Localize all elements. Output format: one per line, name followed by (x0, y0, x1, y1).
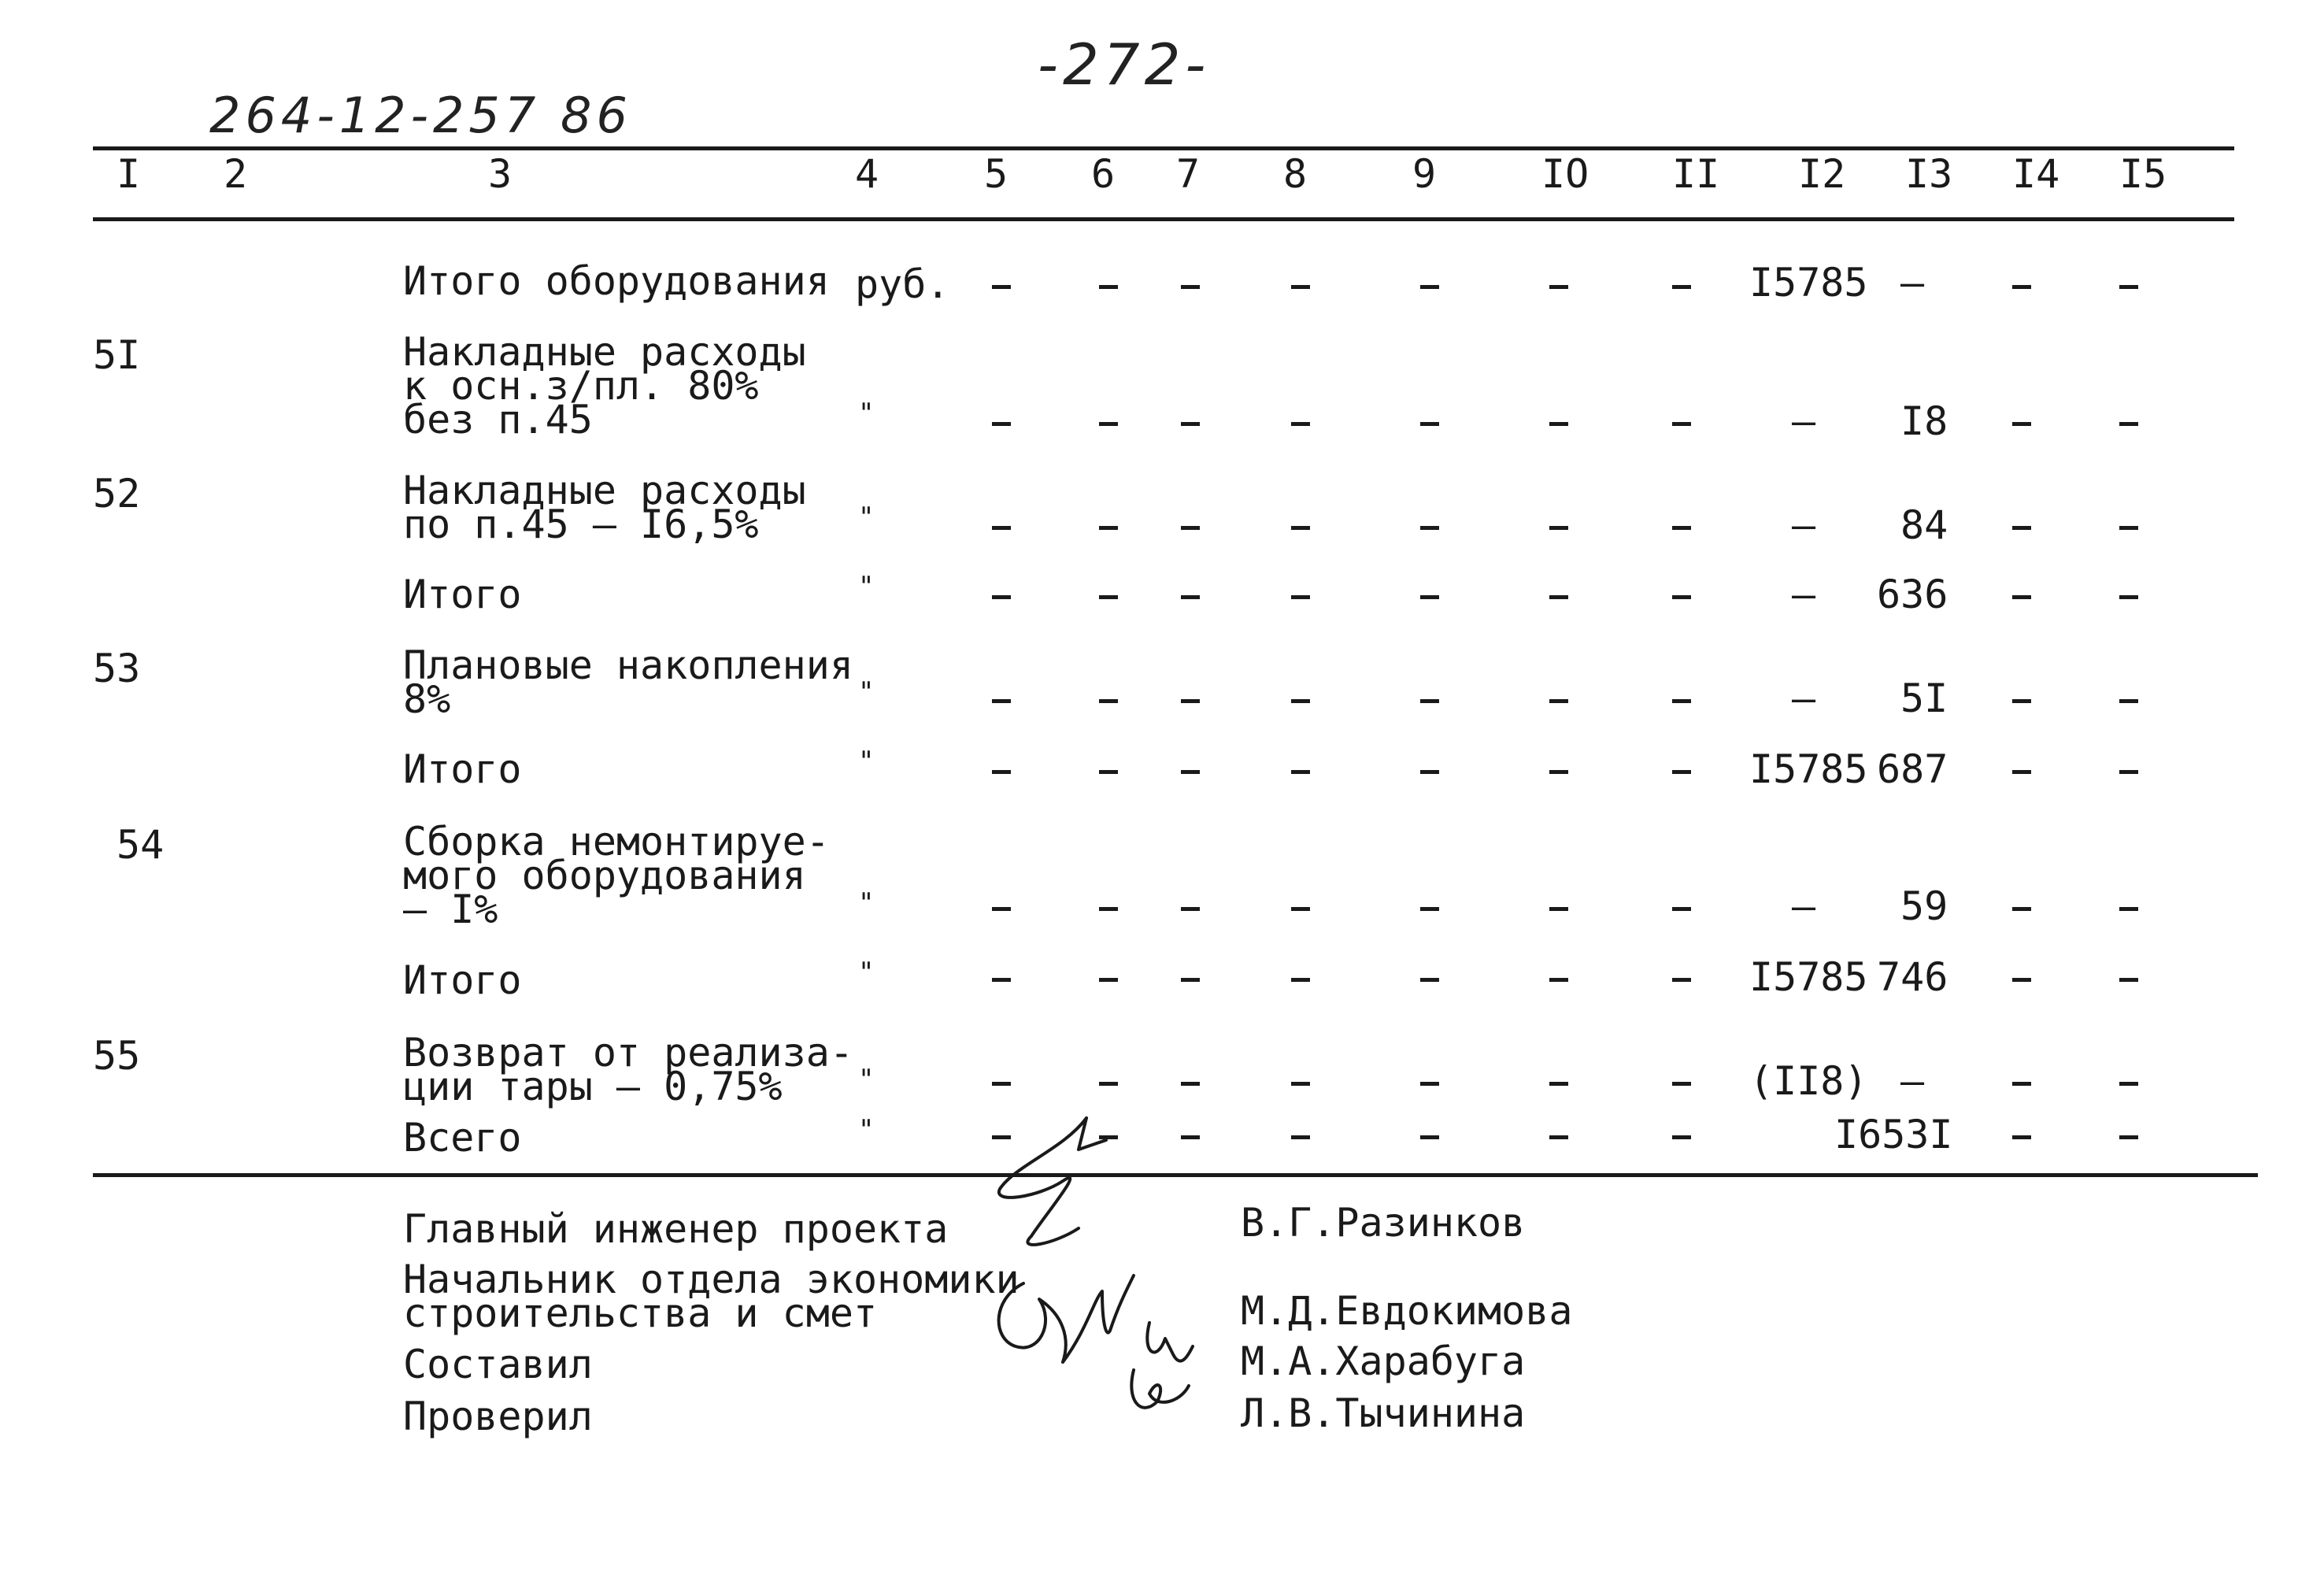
col-header-6: 6 (1091, 151, 1116, 197)
row-unit: " (858, 1114, 875, 1146)
empty-cell-dash (2119, 1135, 2138, 1139)
empty-cell-dash (2012, 907, 2031, 911)
empty-cell-dash (2012, 699, 2031, 703)
empty-cell-dash (1420, 699, 1439, 703)
empty-cell-dash (1099, 526, 1118, 530)
row-col12: – (1792, 676, 1816, 721)
empty-cell-dash (1099, 1082, 1118, 1086)
col-header-14: I4 (2012, 151, 2060, 197)
row-col13: – (1900, 1058, 1925, 1104)
empty-cell-dash (1181, 907, 1200, 911)
empty-cell-dash (1672, 595, 1691, 599)
col-header-4: 4 (855, 151, 879, 197)
empty-cell-dash (1672, 699, 1691, 703)
empty-cell-dash (1099, 699, 1118, 703)
empty-cell-dash (992, 1082, 1011, 1086)
empty-cell-dash (1672, 1082, 1691, 1086)
col-header-2: 2 (224, 151, 248, 197)
empty-cell-dash (1420, 285, 1439, 289)
empty-cell-dash (1181, 526, 1200, 530)
signature-role: Составил (403, 1342, 593, 1387)
empty-cell-dash (2119, 422, 2138, 426)
row-col13: 636 (1877, 572, 1948, 617)
row-col12: I5785 (1749, 746, 1868, 792)
row-name: Итого (403, 957, 522, 1003)
empty-cell-dash (2119, 770, 2138, 774)
col-header-1: I (117, 151, 141, 197)
empty-cell-dash (1099, 770, 1118, 774)
handwritten-signatures-image (968, 1102, 1267, 1464)
empty-cell-dash (1181, 595, 1200, 599)
row-name: Плановые накопления 8% (403, 642, 853, 722)
signature-name: М.Д.Евдокимова (1241, 1288, 1573, 1334)
empty-cell-dash (2012, 770, 2031, 774)
empty-cell-dash (1291, 1082, 1310, 1086)
col-header-9: 9 (1412, 151, 1437, 197)
row-col13: 746 (1877, 954, 1948, 1000)
empty-cell-dash (2119, 978, 2138, 982)
empty-cell-dash (1549, 699, 1568, 703)
empty-cell-dash (1672, 978, 1691, 982)
empty-cell-dash (1181, 1082, 1200, 1086)
empty-cell-dash (1672, 526, 1691, 530)
empty-cell-dash (1420, 526, 1439, 530)
empty-cell-dash (992, 526, 1011, 530)
row-name: Сборка немонтируе- мого оборудования – I% (403, 819, 830, 932)
col-header-8: 8 (1283, 151, 1308, 197)
empty-cell-dash (992, 978, 1011, 982)
empty-cell-dash (992, 699, 1011, 703)
row-unit: руб. (855, 261, 950, 307)
empty-cell-dash (1549, 978, 1568, 982)
empty-cell-dash (992, 770, 1011, 774)
empty-cell-dash (1672, 1135, 1691, 1139)
row-col13: 59 (1900, 883, 1948, 929)
empty-cell-dash (1549, 1135, 1568, 1139)
empty-cell-dash (2012, 285, 2031, 289)
empty-cell-dash (1420, 422, 1439, 426)
empty-cell-dash (2012, 1082, 2031, 1086)
empty-cell-dash (992, 907, 1011, 911)
page-number: -272- (1038, 31, 1211, 98)
row-col12: (II8) (1749, 1058, 1868, 1104)
empty-cell-dash (1291, 1135, 1310, 1139)
header-bottom-rule (93, 217, 2234, 221)
row-name: Итого (403, 746, 522, 792)
empty-cell-dash (1181, 770, 1200, 774)
empty-cell-dash (1099, 285, 1118, 289)
empty-cell-dash (1181, 285, 1200, 289)
row-col13: 84 (1900, 502, 1948, 548)
empty-cell-dash (1291, 595, 1310, 599)
col-header-7: 7 (1176, 151, 1201, 197)
row-unit: " (858, 676, 875, 708)
row-col12: I653I (1834, 1112, 1953, 1157)
empty-cell-dash (1549, 285, 1568, 289)
empty-cell-dash (1549, 1082, 1568, 1086)
empty-cell-dash (1099, 422, 1118, 426)
signature-role: Начальник отдела экономики строительства и смет (403, 1257, 1020, 1336)
empty-cell-dash (1420, 978, 1439, 982)
empty-cell-dash (1672, 422, 1691, 426)
col-header-11: II (1672, 151, 1720, 197)
col-header-15: I5 (2119, 151, 2167, 197)
empty-cell-dash (1549, 526, 1568, 530)
row-unit: " (858, 502, 875, 533)
empty-cell-dash (992, 422, 1011, 426)
row-col12: I5785 (1749, 260, 1868, 305)
empty-cell-dash (1420, 595, 1439, 599)
table-top-rule (93, 146, 2234, 150)
row-col13: I8 (1900, 398, 1948, 444)
row-col13: – (1900, 260, 1925, 305)
row-name: Накладные расходы по п.45 – I6,5% (403, 468, 806, 547)
empty-cell-dash (2012, 595, 2031, 599)
row-col12: – (1792, 502, 1816, 548)
empty-cell-dash (2119, 907, 2138, 911)
row-unit: " (858, 1064, 875, 1095)
empty-cell-dash (2012, 978, 2031, 982)
row-col12: – (1792, 398, 1816, 444)
empty-cell-dash (1099, 978, 1118, 982)
empty-cell-dash (2012, 1135, 2031, 1139)
row-number: 53 (93, 646, 141, 691)
row-unit: " (858, 957, 875, 988)
col-header-13: I3 (1905, 151, 1953, 197)
empty-cell-dash (1291, 699, 1310, 703)
empty-cell-dash (1291, 907, 1310, 911)
row-name: Накладные расходы к осн.з/пл. 80% без п.45 (403, 329, 806, 442)
empty-cell-dash (1549, 770, 1568, 774)
signature-role: Проверил (403, 1394, 593, 1439)
row-number: 52 (93, 471, 141, 517)
row-unit: " (858, 887, 875, 919)
row-unit: " (858, 571, 875, 602)
col-header-12: I2 (1798, 151, 1846, 197)
empty-cell-dash (1181, 422, 1200, 426)
empty-cell-dash (2012, 422, 2031, 426)
empty-cell-dash (1420, 1082, 1439, 1086)
empty-cell-dash (1672, 285, 1691, 289)
empty-cell-dash (1291, 285, 1310, 289)
signature-role: Главный инженер проекта (403, 1206, 949, 1252)
signature-name: М.А.Харабуга (1241, 1338, 1526, 1384)
row-col12: – (1792, 572, 1816, 617)
row-unit: " (858, 746, 875, 777)
row-number: 54 (117, 822, 165, 868)
empty-cell-dash (2119, 526, 2138, 530)
empty-cell-dash (1420, 1135, 1439, 1139)
empty-cell-dash (1420, 907, 1439, 911)
empty-cell-dash (1099, 595, 1118, 599)
empty-cell-dash (1549, 595, 1568, 599)
row-name: Итого оборудования (403, 258, 830, 304)
row-col13: 687 (1877, 746, 1948, 792)
empty-cell-dash (2119, 1082, 2138, 1086)
empty-cell-dash (1291, 770, 1310, 774)
empty-cell-dash (1181, 978, 1200, 982)
row-name: Возврат от реализа- ции тары – 0,75% (403, 1030, 853, 1109)
document-code: 264-12-257 86 (209, 87, 632, 144)
empty-cell-dash (1549, 422, 1568, 426)
row-col12: I5785 (1749, 954, 1868, 1000)
empty-cell-dash (2119, 595, 2138, 599)
empty-cell-dash (1181, 699, 1200, 703)
col-header-5: 5 (984, 151, 1008, 197)
empty-cell-dash (2012, 526, 2031, 530)
row-col13: 5I (1900, 676, 1948, 721)
col-header-10: IO (1541, 151, 1589, 197)
row-col12: – (1792, 883, 1816, 929)
empty-cell-dash (992, 285, 1011, 289)
empty-cell-dash (1672, 907, 1691, 911)
empty-cell-dash (2119, 699, 2138, 703)
row-name: Итого (403, 572, 522, 617)
signature-name: В.Г.Разинков (1241, 1200, 1526, 1246)
empty-cell-dash (2119, 285, 2138, 289)
empty-cell-dash (992, 595, 1011, 599)
signature-name: Л.В.Тычинина (1241, 1390, 1526, 1436)
row-name: Всего (403, 1115, 522, 1161)
empty-cell-dash (1420, 770, 1439, 774)
empty-cell-dash (1291, 978, 1310, 982)
row-number: 5I (93, 332, 141, 378)
empty-cell-dash (1099, 907, 1118, 911)
row-unit: " (858, 398, 875, 429)
row-number: 55 (93, 1033, 141, 1079)
empty-cell-dash (1291, 422, 1310, 426)
empty-cell-dash (1672, 770, 1691, 774)
empty-cell-dash (1291, 526, 1310, 530)
col-header-3: 3 (488, 151, 513, 197)
empty-cell-dash (1549, 907, 1568, 911)
